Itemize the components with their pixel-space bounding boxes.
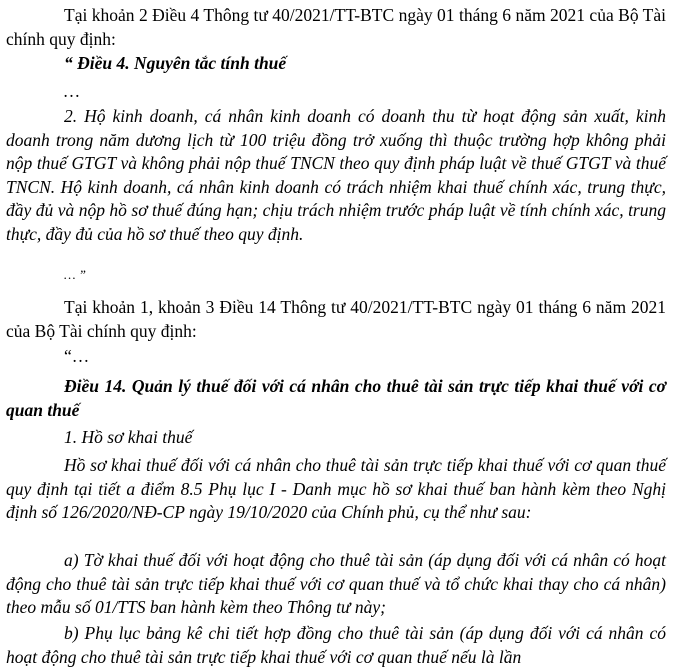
item-b-paragraph: b) Phụ lục bảng kê chi tiết hợp đồng cho thuê tài sản (áp dụng đối với cá nhân có hoạt động cho thuê tài sản trực tiếp khai thuế với cơ quan thuế nếu là lần [6,623,666,667]
item-a-paragraph: a) Tờ khai thuế đối với hoạt động cho thuê tài sản (áp dụng đối với cá nhân có hoạt động cho thuê tài sản trực tiếp khai thuế với cơ quan thuế và tổ chức khai thay cho cá nhân) theo mẫu số 01/TTS ban hành kèm theo Thông tư này; [6,550,666,617]
intro-paragraph-1: Tại khoản 2 Điều 4 Thông tư 40/2021/TT-BTC ngày 01 tháng 6 năm 2021 của Bộ Tài chính quy định: [6,5,666,49]
article-4-heading: “ Điều 4. Nguyên tắc tính thuế [64,53,287,73]
quote-close: … ” [64,267,87,282]
clause-1-body: Hồ sơ khai thuế đối với cá nhân cho thuê tài sản trực tiếp khai thuế với cơ quan thuế quy định tại tiết a điểm 8.5 Phụ lục I - Danh mục hồ sơ khai thuế ban hành kèm theo Nghị định số 126/2020/NĐ-CP ngày 19/10/2020 của Chính phủ, cụ thể như sau: [6,455,666,522]
clause-2-paragraph: 2. Hộ kinh doanh, cá nhân kinh doanh có doanh thu từ hoạt động sản xuất, kinh doanh trong năm dương lịch từ 100 triệu đồng trở xuống thì thuộc trường hợp không phải nộp thuế GTGT và không phải nộp thuế TNCN theo quy định pháp luật về thuế GTGT và thuế TNCN. Hộ kinh doanh, cá nhân kinh doanh có trách nhiệm khai thuế chính xác, trung thực, đầy đủ và nộp hồ sơ thuế đúng hạn; chịu trách nhiệm trước pháp luật về tính chính xác, trung thực, đầy đủ của hồ sơ thuế theo quy định. [6,106,666,244]
quote-open: “… [64,346,90,366]
clause-1-title: 1. Hồ sơ khai thuế [64,427,193,447]
ellipsis: … [64,81,80,101]
intro-paragraph-2: Tại khoản 1, khoản 3 Điều 14 Thông tư 40/2021/TT-BTC ngày 01 tháng 6 năm 2021 của Bộ Tài chính quy định: [6,297,666,341]
article-14-heading: Điều 14. Quản lý thuế đối với cá nhân cho thuê tài sản trực tiếp khai thuế với cơ quan thuế [6,376,666,420]
